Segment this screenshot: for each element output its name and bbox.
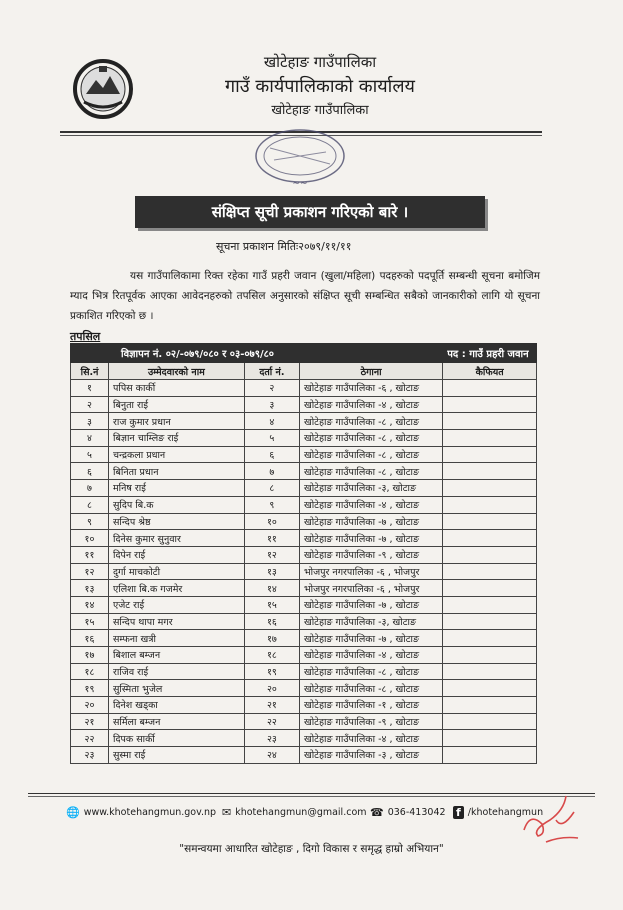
advert-number: विज्ञापन नं. ०२/-०७९/०८० र ०३-०७९/८० [71, 344, 443, 363]
row-remarks [443, 747, 537, 764]
office-name: गाउँ कार्यपालिकाको कार्यालय [225, 76, 415, 97]
table-row [71, 513, 537, 530]
row-remarks [443, 647, 537, 664]
row-address: खोटेहाङ गाउँपालिका -३ , खोटाङ [299, 747, 442, 764]
row-sn: ४ [71, 430, 109, 447]
row-sn: ९ [71, 513, 109, 530]
row-address: खोटेहाङ गाउँपालिका -८ , खोटाङ [299, 446, 442, 463]
row-remarks [443, 663, 537, 680]
row-address: खोटेहाङ गाउँपालिका -९ , खोटाङ [299, 713, 442, 730]
row-name: बिज्ञान चाम्लिङ राई [108, 430, 244, 447]
footer-website[interactable] [66, 806, 216, 819]
table-row [71, 496, 537, 513]
row-name: बिनुता राई [108, 396, 244, 413]
table-row [71, 630, 537, 647]
row-reg: १९ [244, 663, 299, 680]
row-remarks [443, 446, 537, 463]
row-remarks [443, 730, 537, 747]
row-name: पपिस कार्की [108, 380, 244, 397]
row-sn: ५ [71, 446, 109, 463]
row-reg: ५ [244, 430, 299, 447]
table-row [71, 546, 537, 563]
row-reg: ११ [244, 530, 299, 547]
row-address: खोटेहाङ गाउँपालिका -४ , खोटाङ [299, 396, 442, 413]
row-reg: २१ [244, 697, 299, 714]
row-reg: १४ [244, 580, 299, 597]
municipality-name: खोटेहाङ गाउँपालिका [263, 53, 377, 71]
table-row [71, 530, 537, 547]
row-name: सम्फना खत्री [108, 630, 244, 647]
row-address: खोटेहाङ गाउँपालिका -६ , खोटाङ [299, 380, 442, 397]
phone-text: 036-413042 [387, 807, 446, 818]
row-name: एजेट राई [108, 596, 244, 613]
footer-slogan: "समन्वयमा आधारित खोटेहाङ , दिगो विकास र समृद्ध हाम्रो अभियान" [179, 843, 444, 855]
row-name: सन्दिप थापा मगर [108, 613, 244, 630]
row-address: खोटेहाङ गाउँपालिका -८ , खोटाङ [299, 463, 442, 480]
footer-rule [28, 793, 595, 794]
col-address: ठेगाना [299, 363, 442, 380]
row-remarks [443, 546, 537, 563]
table-row [71, 747, 537, 764]
row-name: चन्द्रकला प्रधान [108, 446, 244, 463]
row-name: सुस्मिता भुजेल [108, 680, 244, 697]
globe-icon: 🌐 [66, 806, 80, 819]
table-row [71, 613, 537, 630]
row-address: खोटेहाङ गाउँपालिका -८ , खोटाङ [299, 680, 442, 697]
row-sn: २३ [71, 747, 109, 764]
row-address: भोजपुर नगरपालिका -६ , भोजपुर [299, 563, 442, 580]
row-address: खोटेहाङ गाउँपालिका -७ , खोटाङ [299, 596, 442, 613]
notice-title-banner: संक्षिप्त सूची प्रकाशन गरिएको बारे । [135, 196, 485, 228]
row-sn: ६ [71, 463, 109, 480]
footer-phone[interactable] [370, 806, 446, 819]
row-name: सुदिप बि.क [108, 496, 244, 513]
row-remarks [443, 496, 537, 513]
row-sn: १५ [71, 613, 109, 630]
row-remarks [443, 613, 537, 630]
row-reg: १६ [244, 613, 299, 630]
row-remarks [443, 463, 537, 480]
row-sn: ११ [71, 546, 109, 563]
row-name: सुस्मा राई [108, 747, 244, 764]
table-row [71, 463, 537, 480]
col-remarks: कैफियत [443, 363, 537, 380]
facebook-text: /khotehangmun [467, 807, 544, 818]
row-reg: १५ [244, 596, 299, 613]
row-sn: ७ [71, 480, 109, 497]
row-remarks [443, 713, 537, 730]
row-reg: २ [244, 380, 299, 397]
row-name: दिपक सार्की [108, 730, 244, 747]
row-reg: १७ [244, 630, 299, 647]
row-reg: १२ [244, 546, 299, 563]
row-reg: २० [244, 680, 299, 697]
row-sn: २० [71, 697, 109, 714]
website-text: www.khotehangmun.gov.np [83, 807, 217, 818]
row-name: दिपेन राई [108, 546, 244, 563]
notice-date: सूचना प्रकाशन मितिः२०७९/११/११ [216, 240, 352, 253]
facebook-icon: f [453, 806, 464, 819]
row-sn: ८ [71, 496, 109, 513]
row-reg: ८ [244, 480, 299, 497]
row-remarks [443, 380, 537, 397]
row-sn: २१ [71, 713, 109, 730]
row-address: खोटेहाङ गाउँपालिका -८ , खोटाङ [299, 413, 442, 430]
row-name: मनिष राई [108, 480, 244, 497]
footer-email[interactable] [222, 806, 367, 819]
table-row [71, 663, 537, 680]
row-remarks [443, 396, 537, 413]
row-sn: १३ [71, 580, 109, 597]
row-reg: २४ [244, 747, 299, 764]
notice-paragraph: यस गाउँपालिकामा रिक्त रहेका गाउँ प्रहरी जवान (खुला/महिला) पदहरुको पदपूर्ति सम्बन्धी सूचना बमोजिम म्याद भित्र रितपूर्वक आएका आवेदनहरुको तपसिल अनुसारको संक्षिप्त सूची सम्बन्धित सबैको जानकारीको लागि यो सूचना प्रकाशित गरिएको छ । [70, 270, 540, 322]
row-reg: १८ [244, 647, 299, 664]
table-row [71, 563, 537, 580]
table-row [71, 396, 537, 413]
row-remarks [443, 680, 537, 697]
row-sn: २२ [71, 730, 109, 747]
row-address: खोटेहाङ गाउँपालिका -९ , खोटाङ [299, 546, 442, 563]
row-remarks [443, 580, 537, 597]
row-reg: १३ [244, 563, 299, 580]
row-remarks [443, 563, 537, 580]
row-sn: १६ [71, 630, 109, 647]
row-sn: १९ [71, 680, 109, 697]
svg-text:~~: ~~ [292, 179, 308, 189]
table-body [71, 380, 537, 764]
row-address: खोटेहाङ गाउँपालिका -४ , खोटाङ [299, 730, 442, 747]
col-name: उम्मेदवारको नाम [108, 363, 244, 380]
col-sn: सि.नं [71, 363, 109, 380]
phone-icon: ☎ [370, 806, 384, 819]
mail-icon: ✉ [222, 806, 232, 819]
row-remarks [443, 596, 537, 613]
row-address: खोटेहाङ गाउँपालिका -४ , खोटाङ [299, 496, 442, 513]
row-remarks [443, 430, 537, 447]
row-name: बिनिता प्रधान [108, 463, 244, 480]
row-address: खोटेहाङ गाउँपालिका -८ , खोटाङ [299, 663, 442, 680]
row-sn: १२ [71, 563, 109, 580]
row-name: सर्मिला बम्जन [108, 713, 244, 730]
tapsil-label: तपसिल [70, 330, 101, 343]
row-sn: १४ [71, 596, 109, 613]
row-remarks [443, 697, 537, 714]
table-row [71, 430, 537, 447]
table-row [71, 713, 537, 730]
row-sn: १ [71, 380, 109, 397]
nepal-emblem-icon [72, 58, 134, 120]
row-reg: ७ [244, 463, 299, 480]
row-sn: १० [71, 530, 109, 547]
row-address: खोटेहाङ गाउँपालिका -७ , खोटाङ [299, 530, 442, 547]
row-reg: ६ [244, 446, 299, 463]
row-address: खोटेहाङ गाउँपालिका -१ , खोटाङ [299, 697, 442, 714]
row-reg: ९ [244, 496, 299, 513]
post-name: पद : गाउँ प्रहरी जवान [443, 344, 537, 363]
row-name: राज कुमार प्रधान [108, 413, 244, 430]
table-row [71, 480, 537, 497]
row-address: भोजपुर नगरपालिका -६ , भोजपुर [299, 580, 442, 597]
row-address: खोटेहाङ गाउँपालिका -७ , खोटाङ [299, 630, 442, 647]
row-name: दिनेश खड्का [108, 697, 244, 714]
row-reg: १० [244, 513, 299, 530]
col-reg: दर्ता नं. [244, 363, 299, 380]
row-address: खोटेहाङ गाउँपालिका -४ , खोटाङ [299, 647, 442, 664]
row-reg: २२ [244, 713, 299, 730]
row-remarks [443, 630, 537, 647]
row-sn: ३ [71, 413, 109, 430]
table-row [71, 380, 537, 397]
table-row [71, 580, 537, 597]
row-remarks [443, 513, 537, 530]
row-reg: ३ [244, 396, 299, 413]
row-reg: २३ [244, 730, 299, 747]
row-name: एलिशा बि.क गजमेर [108, 580, 244, 597]
row-address: खोटेहाङ गाउँपालिका -८ , खोटाङ [299, 430, 442, 447]
row-remarks [443, 413, 537, 430]
email-text: khotehangmun@gmail.com [235, 807, 367, 818]
row-remarks [443, 530, 537, 547]
office-stamp-icon [240, 124, 360, 194]
table-row [71, 446, 537, 463]
row-name: दुर्गा माचकोटी [108, 563, 244, 580]
row-remarks [443, 480, 537, 497]
table-header-row [71, 363, 537, 380]
row-reg: ४ [244, 413, 299, 430]
signature-icon [516, 790, 586, 850]
row-name: बिशाल बम्जन [108, 647, 244, 664]
row-name: राजिव राई [108, 663, 244, 680]
row-address: खोटेहाङ गाउँपालिका -३, खोटाङ [299, 480, 442, 497]
table-caption-row [71, 344, 537, 363]
table-row [71, 413, 537, 430]
row-sn: १८ [71, 663, 109, 680]
row-address: खोटेहाङ गाउँपालिका -३, खोटाङ [299, 613, 442, 630]
office-location: खोटेहाङ गाउँपालिका [271, 103, 369, 118]
table-row [71, 596, 537, 613]
table-row [71, 680, 537, 697]
candidate-table [70, 343, 537, 764]
footer-rule-thin [28, 796, 595, 797]
row-name: दिनेस कुमार सुनुवार [108, 530, 244, 547]
row-address: खोटेहाङ गाउँपालिका -७ , खोटाङ [299, 513, 442, 530]
row-sn: २ [71, 396, 109, 413]
row-name: सन्दिप श्रेष्ठ [108, 513, 244, 530]
table-row [71, 647, 537, 664]
row-sn: १७ [71, 647, 109, 664]
table-row [71, 697, 537, 714]
table-row [71, 730, 537, 747]
